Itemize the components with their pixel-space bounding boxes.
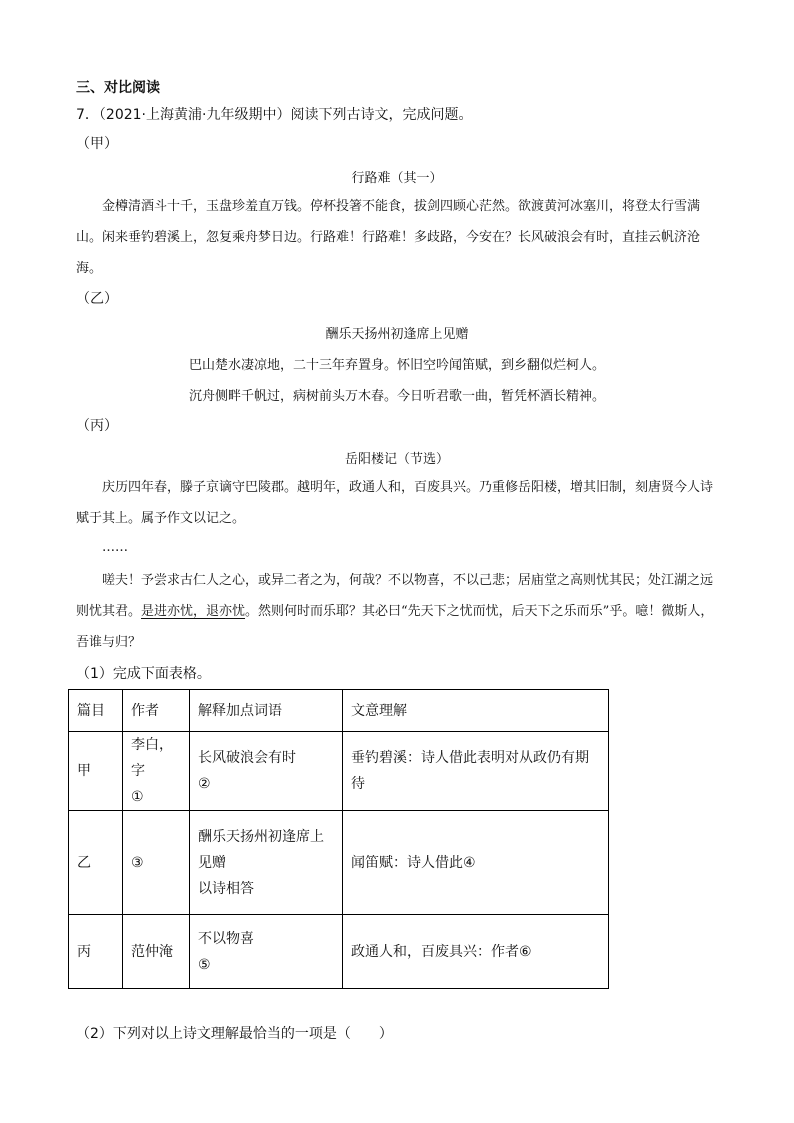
bing-para-1: 庆历四年春，滕子京谪守巴陵郡。越明年，政通人和，百废具兴。乃重修岳阳楼，增其旧制，刻唐贤今人诗赋于其上。属予作文以记之。 (76, 480, 714, 526)
question-prompt: 阅读下列古诗文，完成问题。 (290, 107, 473, 123)
cell-text: ⑤ (198, 956, 211, 973)
bing-para-2-a: 嗟夫！予尝求古仁人之心，或异二者之为，何哉？不以物喜，不以己悲；居庙堂之高则忧其民；处江湖之远则忧其君。 (76, 573, 714, 619)
cell-text: ③ (131, 854, 144, 871)
sub-question-1: （1）完成下面表格。 (76, 666, 211, 682)
bing-marker: （丙） (76, 418, 118, 434)
table-cell-meaning: 政通人和，百废具兴：作者⑥ (343, 915, 609, 989)
question-source: （2021·上海黄浦·九年级期中） (98, 107, 291, 123)
question-number: 7． (76, 107, 99, 123)
jia-marker: （甲） (76, 136, 118, 152)
table-cell-word (190, 732, 343, 811)
bing-para-2 (76, 565, 720, 658)
yi-line-1: 巴山楚水凄凉地，二十三年弃置身。怀旧空吟闻笛赋，到乡翻似烂柯人。 (188, 358, 605, 373)
table-cell-pian: 乙 (69, 811, 123, 915)
table-cell-meaning: 垂钓碧溪：诗人借此表明对从政仍有期待 (343, 732, 609, 811)
section-heading: 三、对比阅读 (76, 80, 160, 96)
table-header-cell: 解释加点词语 (190, 690, 343, 732)
cell-text: 李白，字 (131, 737, 173, 779)
jia-title: 行路难（其一） (351, 171, 443, 186)
table-row (69, 811, 609, 915)
table-cell-pian: 丙 (69, 915, 123, 989)
question-line (76, 104, 472, 124)
table-cell-pian: 甲 (69, 732, 123, 811)
table-cell-word (190, 811, 343, 915)
table-header-cell: 作者 (123, 690, 190, 732)
cell-text: 酬乐天扬州初逢席上 (198, 828, 324, 845)
cell-text: 以诗相答 (198, 880, 254, 897)
table-cell-author (123, 732, 190, 811)
cell-text: ① (131, 789, 144, 805)
bing-underlined-phrase: 是进亦忧，退亦忧 (141, 604, 246, 619)
cell-text: 见赠 (198, 854, 226, 871)
yi-line-2: 沉舟侧畔千帆过，病树前头万木春。今日听君歌一曲，暂凭杯酒长精神。 (188, 389, 605, 404)
table-header-cell: 文意理解 (343, 690, 609, 732)
bing-title: 岳阳楼记（节选） (344, 452, 449, 467)
cell-text: 不以物喜 (198, 930, 254, 947)
table-header-row (69, 690, 609, 732)
table-cell-meaning: 闻笛赋：诗人借此④ (343, 811, 609, 915)
answer-table (68, 689, 609, 989)
table-row (69, 915, 609, 989)
table-cell-author (123, 811, 190, 915)
sub-question-2: （2）下列对以上诗文理解最恰当的一项是（ ） (76, 1026, 393, 1042)
table-cell-author (123, 915, 190, 989)
yi-title: 酬乐天扬州初逢席上见赠 (325, 327, 469, 342)
cell-text: 范仲淹 (131, 943, 173, 960)
yi-marker: （乙） (76, 291, 118, 307)
cell-text: 长风破浪会有时 (198, 750, 296, 766)
table-row (69, 732, 609, 811)
jia-text: 金樽清酒斗十千，玉盘珍羞直万钱。停杯投箸不能食，拔剑四顾心茫然。欲渡黄河冰塞川，将登太行雪满山。闲来垂钓碧溪上，忽复乘舟梦日边。行路难！行路难！多歧路，今安在？长风破浪会有时，直挂云帆济沧海。 (76, 199, 701, 276)
table-cell-word (190, 915, 343, 989)
cell-text: ② (198, 776, 211, 792)
bing-para-2-b: 。然则何时而乐耶？其必曰“先天下之忧而忧，后天下之乐而乐”乎。噫！微斯人，吾谁与归？ (76, 604, 714, 650)
table-header-cell: 篇目 (69, 690, 123, 732)
bing-ellipsis: …… (102, 540, 128, 555)
